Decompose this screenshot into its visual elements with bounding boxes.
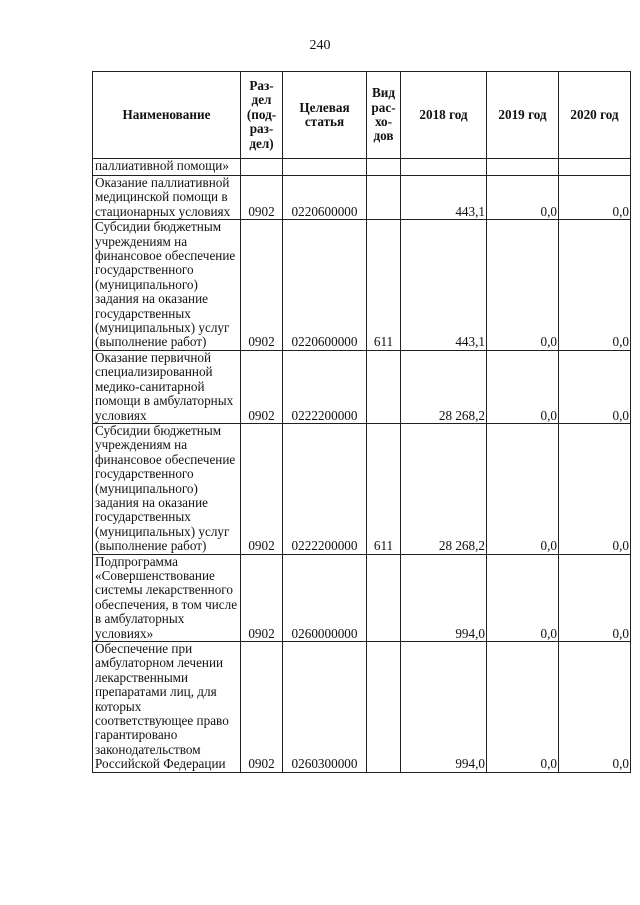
row-type [367, 554, 401, 641]
row-2018: 28 268,2 [401, 350, 487, 423]
row-target: 0222200000 [283, 350, 367, 423]
row-name: Оказание первичной специализированной медико-санитарной помощи в амбулаторных условиях [93, 350, 241, 423]
row-2019: 0,0 [487, 350, 559, 423]
row-2019: 0,0 [487, 220, 559, 351]
row-2019: 0,0 [487, 176, 559, 220]
row-section: 0902 [241, 423, 283, 554]
row-type: 611 [367, 220, 401, 351]
row-2018: 994,0 [401, 554, 487, 641]
table-row [93, 350, 631, 423]
table-row [93, 176, 631, 220]
row-type [367, 176, 401, 220]
header-2019: 2019 год [487, 72, 559, 159]
row-name: Субсидии бюджетным учреждениям на финансовое обеспечение государственного (муниципального) задания на оказание государственных (муниципальных) услуг (выполнение работ) [93, 423, 241, 554]
row-section: 0902 [241, 642, 283, 773]
row-target: 0222200000 [283, 423, 367, 554]
header-section: Раз- дел (под- раз- дел) [241, 72, 283, 159]
header-2020: 2020 год [559, 72, 631, 159]
table-row [93, 220, 631, 351]
header-name: Наименование [93, 72, 241, 159]
row-2019: 0,0 [487, 642, 559, 773]
row-2018: 994,0 [401, 642, 487, 773]
table-row [93, 159, 631, 176]
header-2018: 2018 год [401, 72, 487, 159]
header-target: Целевая статья [283, 72, 367, 159]
table-row [93, 423, 631, 554]
row-2020: 0,0 [559, 350, 631, 423]
header-type: Вид рас- хо- дов [367, 72, 401, 159]
budget-table [92, 71, 631, 773]
row-section: 0902 [241, 554, 283, 641]
row-target [283, 159, 367, 176]
row-target: 0220600000 [283, 176, 367, 220]
row-2020: 0,0 [559, 176, 631, 220]
header-row [93, 72, 631, 159]
row-2018 [401, 159, 487, 176]
row-section: 0902 [241, 176, 283, 220]
row-2018: 28 268,2 [401, 423, 487, 554]
row-2020: 0,0 [559, 423, 631, 554]
row-section [241, 159, 283, 176]
row-name: паллиативной помощи» [93, 159, 241, 176]
row-2019: 0,0 [487, 423, 559, 554]
row-type [367, 642, 401, 773]
row-target: 0220600000 [283, 220, 367, 351]
row-2018: 443,1 [401, 176, 487, 220]
row-type [367, 350, 401, 423]
row-target: 0260300000 [283, 642, 367, 773]
row-section: 0902 [241, 220, 283, 351]
row-2018: 443,1 [401, 220, 487, 351]
row-name: Оказание паллиативной медицинской помощи в стационарных условиях [93, 176, 241, 220]
row-2020: 0,0 [559, 220, 631, 351]
row-name: Подпрограмма «Совершенствование системы лекарственного обеспечения, в том числе в амбулаторных условиях» [93, 554, 241, 641]
row-2019: 0,0 [487, 554, 559, 641]
row-type: 611 [367, 423, 401, 554]
table-row [93, 642, 631, 773]
row-2020 [559, 159, 631, 176]
row-name: Субсидии бюджетным учреждениям на финансовое обеспечение государственного (муниципального) задания на оказание государственных (муниципальных) услуг (выполнение работ) [93, 220, 241, 351]
row-section: 0902 [241, 350, 283, 423]
row-2020: 0,0 [559, 554, 631, 641]
table-row [93, 554, 631, 641]
page-number: 240 [309, 38, 331, 53]
row-2019 [487, 159, 559, 176]
row-type [367, 159, 401, 176]
row-name: Обеспечение при амбулаторном лечении лекарственными препаратами лиц, для которых соответствующее право гарантировано законодательством Российской Федерации [93, 642, 241, 773]
row-target: 0260000000 [283, 554, 367, 641]
row-2020: 0,0 [559, 642, 631, 773]
